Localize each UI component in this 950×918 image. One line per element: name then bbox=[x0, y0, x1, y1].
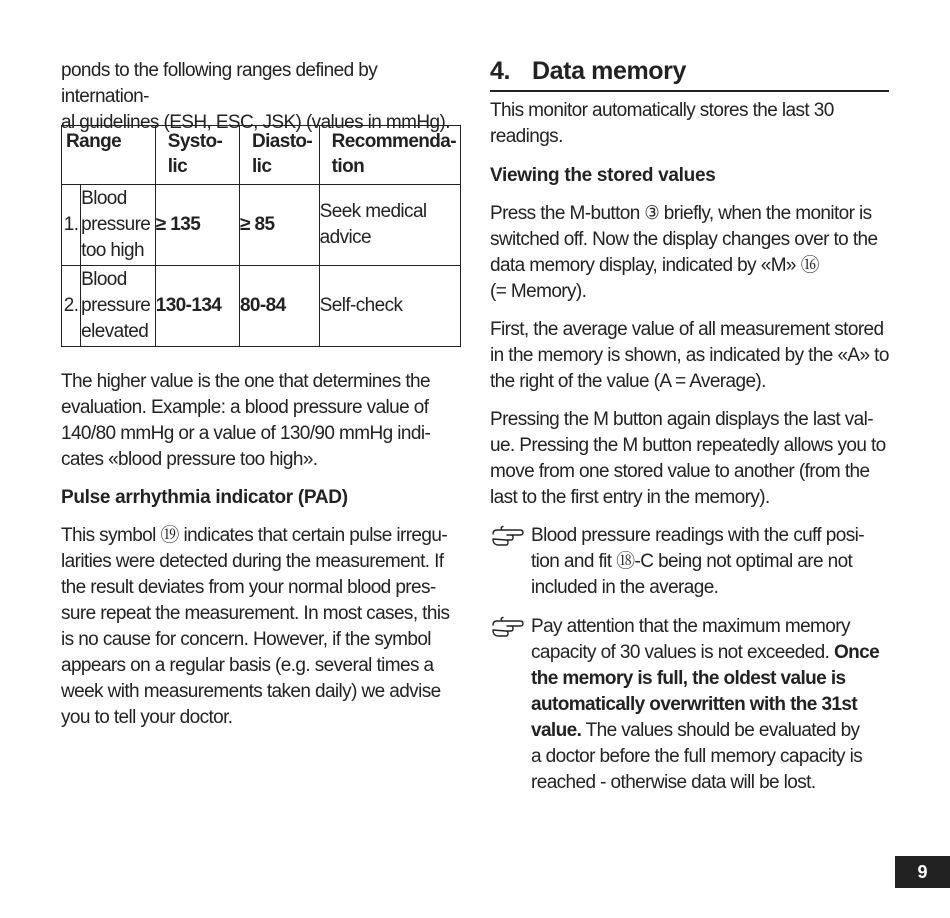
note-capacity-warning: Once the memory is full, the oldest value is automatically overwritten with the 31st value. bbox=[531, 642, 880, 741]
row-systolic: 130-134 bbox=[155, 266, 239, 347]
pad-paragraph: This symbol ⑲ indicates that certain pulse irregu- larities were detected during the measurement. If the result deviates from your normal blood pres- sure repeat the measurement. In most cases, this is no cause for concern. However, if the symbol appears on a regular basis (e.g. several times a week with measurements taken daily) we advise you to tell your doctor. bbox=[61, 525, 450, 728]
viewing-paragraph-1: Press the M-button ③ briefly, when the monitor is switched off. Now the display changes over to the data memory display, indicated by «M» ⑯ (= Memory). bbox=[490, 203, 878, 302]
note-average-text: Blood pressure readings with the cuff posi- tion and fit ⑱-C being not optimal are not included in the average. bbox=[531, 525, 864, 598]
note-capacity-start: Pay attention that the maximum memory capacity of 30 values is not exceeded. bbox=[531, 616, 850, 663]
table-header-row bbox=[62, 126, 461, 185]
table-row bbox=[62, 266, 461, 347]
pad-subheading: Pulse arrhythmia indicator (PAD) bbox=[61, 487, 348, 508]
section-title: Data memory bbox=[532, 57, 686, 85]
table-row bbox=[62, 185, 461, 266]
row-diastolic: 80-84 bbox=[239, 266, 319, 347]
viewing-paragraph-3: Pressing the M button again displays the last val- ue. Pressing the M button repeatedly allows you to move from one stored value to another (from the last to the first entry in the memory). bbox=[490, 409, 886, 508]
note-capacity bbox=[490, 614, 890, 796]
pointing-hand-icon bbox=[490, 616, 526, 638]
header-systolic: Systo- lic bbox=[155, 126, 239, 185]
row-condition: Blood pressure elevated bbox=[81, 266, 156, 347]
row-recommendation: Self-check bbox=[319, 266, 460, 347]
intro-text: ponds to the following ranges defined by internation- al guidelines (ESH, ESC, JSK) (values in mmHg). bbox=[61, 60, 450, 133]
viewing-subheading: Viewing the stored values bbox=[490, 165, 716, 186]
header-range: Range bbox=[62, 126, 156, 185]
note-capacity-text bbox=[531, 614, 890, 796]
range-table bbox=[61, 125, 461, 347]
header-diastolic: Diasto- lic bbox=[239, 126, 319, 185]
row-condition: Blood pressure too high bbox=[81, 185, 156, 266]
page-number: 9 bbox=[895, 856, 950, 888]
row-systolic: ≥ 135 bbox=[155, 185, 239, 266]
memory-intro: This monitor automatically stores the last 30 readings. bbox=[490, 100, 834, 147]
note-capacity-end: The values should be evaluated by a doctor before the full memory capacity is reached - otherwise data will be lost. bbox=[531, 720, 863, 793]
heading-rule bbox=[490, 90, 889, 92]
section-number: 4. bbox=[490, 57, 511, 85]
viewing-paragraph-2: First, the average value of all measurement stored in the memory is shown, as indicated by the «A» to the right of the value (A = Average). bbox=[490, 319, 889, 392]
note-average bbox=[490, 523, 890, 601]
row-diastolic: ≥ 85 bbox=[239, 185, 319, 266]
row-recommendation: Seek medical advice bbox=[319, 185, 460, 266]
row-number: 2. bbox=[62, 266, 81, 347]
section-heading bbox=[490, 55, 686, 87]
row-number: 1. bbox=[62, 185, 81, 266]
pointing-hand-icon bbox=[490, 525, 526, 547]
header-recommendation: Recommenda- tion bbox=[319, 126, 460, 185]
evaluation-paragraph: The higher value is the one that determines the evaluation. Example: a blood pressure value of 140/80 mmHg or a value of 130/90 mmHg indi- cates «blood pressure too high». bbox=[61, 371, 431, 470]
